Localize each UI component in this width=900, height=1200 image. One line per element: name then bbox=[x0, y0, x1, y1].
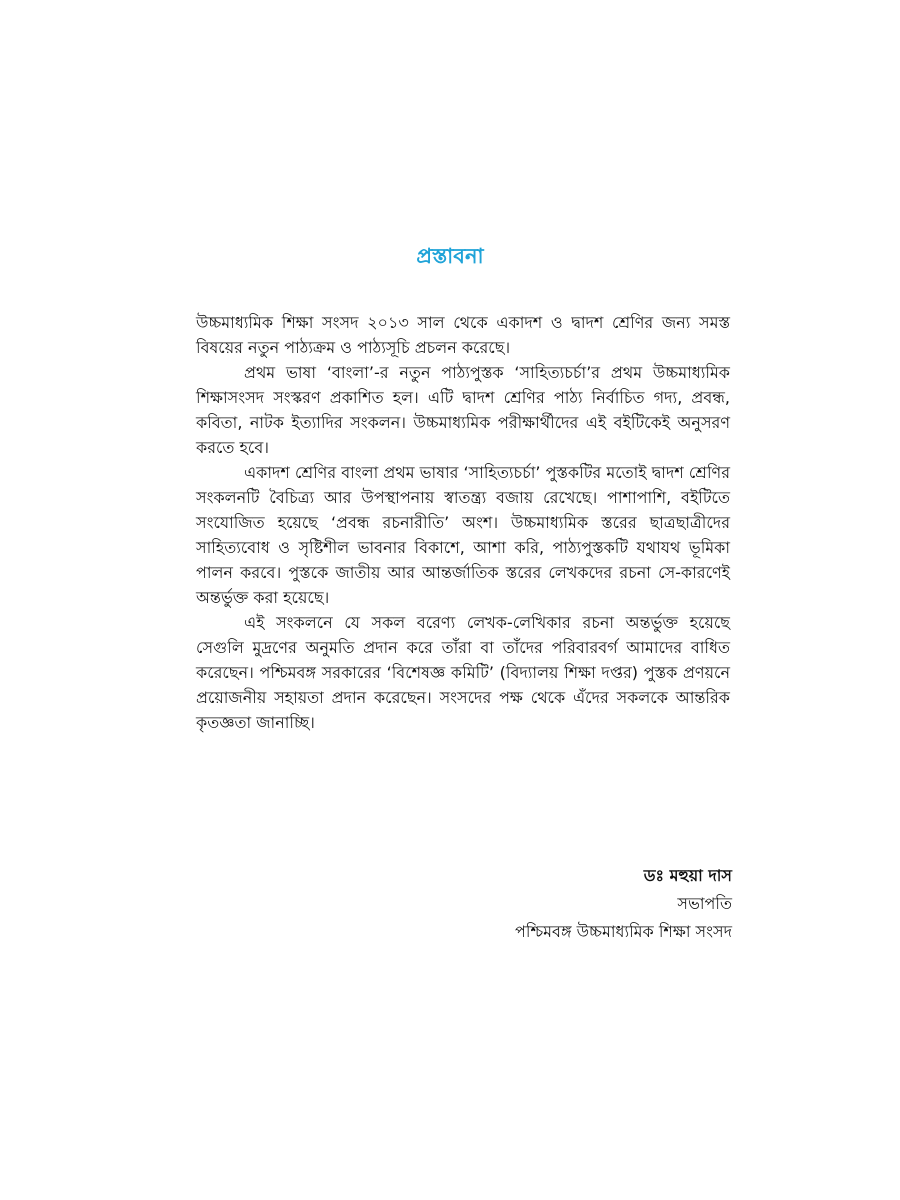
signatory-organization: পশ্চিমবঙ্গ উচ্চমাধ্যমিক শিক্ষা সংসদ bbox=[515, 922, 732, 941]
page-title: প্রস্তাবনা bbox=[416, 244, 484, 268]
signature-block bbox=[440, 862, 732, 946]
paragraph-4: এই সংকলনে যে সকল বরেণ্য লেখক-লেখিকার রচনা অন্তর্ভুক্ত হয়েছে সেগুলি মুদ্রণের অনুমতি প্রদান করে তাঁরা বা তাঁদের পরিবারবর্গ আমাদের বাধিত করেছেন। পশ্চিমবঙ্গ সরকারের ‘বিশেষজ্ঞ কমিটি’ (বিদ্যালয় শিক্ষা দপ্তর) পুস্তক প্রণয়নে প্রয়োজনীয় সহায়তা প্রদান করেছেন। সংসদের পক্ষ থেকে এঁদের সকলকে আন্তরিক কৃতজ্ঞতা জানাচ্ছি। bbox=[196, 613, 730, 732]
preface-body bbox=[196, 310, 730, 735]
signatory-designation: সভাপতি bbox=[677, 894, 732, 913]
paragraph-1: উচ্চমাধ্যমিক শিক্ষা সংসদ ২০১৩ সাল থেকে একাদশ ও দ্বাদশ শ্রেণির জন্য সমস্ত বিষয়ের নতুন পাঠ্যক্রম ও পাঠ্যসূচি প্রচলন করেছে। bbox=[196, 313, 730, 357]
paragraph-3: একাদশ শ্রেণির বাংলা প্রথম ভাষার ‘সাহিত্যচর্চা’ পুস্তকটির মতোই দ্বাদশ শ্রেণির সংকলনটি বৈচিত্র্য আর উপস্থাপনায় স্বাতন্ত্র্য বজায় রেখেছে। পাশাপাশি, বইটিতে সংযোজিত হয়েছে ‘প্রবন্ধ রচনারীতি’ অংশ। উচ্চমাধ্যমিক স্তরের ছাত্রছাত্রীদের সাহিত্যবোধ ও সৃষ্টিশীল ভাবনার বিকাশে, আশা করি, পাঠ্যপুস্তকটি যথাযথ ভূমিকা পালন করবে। পুস্তকে জাতীয় আর আন্তর্জাতিক স্তরের লেখকদের রচনা সে-কারণেই অন্তর্ভুক্ত করা হয়েছে। bbox=[196, 463, 730, 607]
paragraph-2: প্রথম ভাষা ‘বাংলা’-র নতুন পাঠ্যপুস্তক ‘সাহিত্যচর্চা’র প্রথম উচ্চমাধ্যমিক শিক্ষাসংসদ সংস্করণ প্রকাশিত হল। এটি দ্বাদশ শ্রেণির পাঠ্য নির্বাচিত গদ্য, প্রবন্ধ, কবিতা, নাটক ইত্যাদির সংকলন। উচ্চমাধ্যমিক পরীক্ষার্থীদের এই বইটিকেই অনুসরণ করতে হবে। bbox=[196, 363, 730, 457]
signatory-name: ডঃ মহুয়া দাস bbox=[643, 866, 732, 885]
